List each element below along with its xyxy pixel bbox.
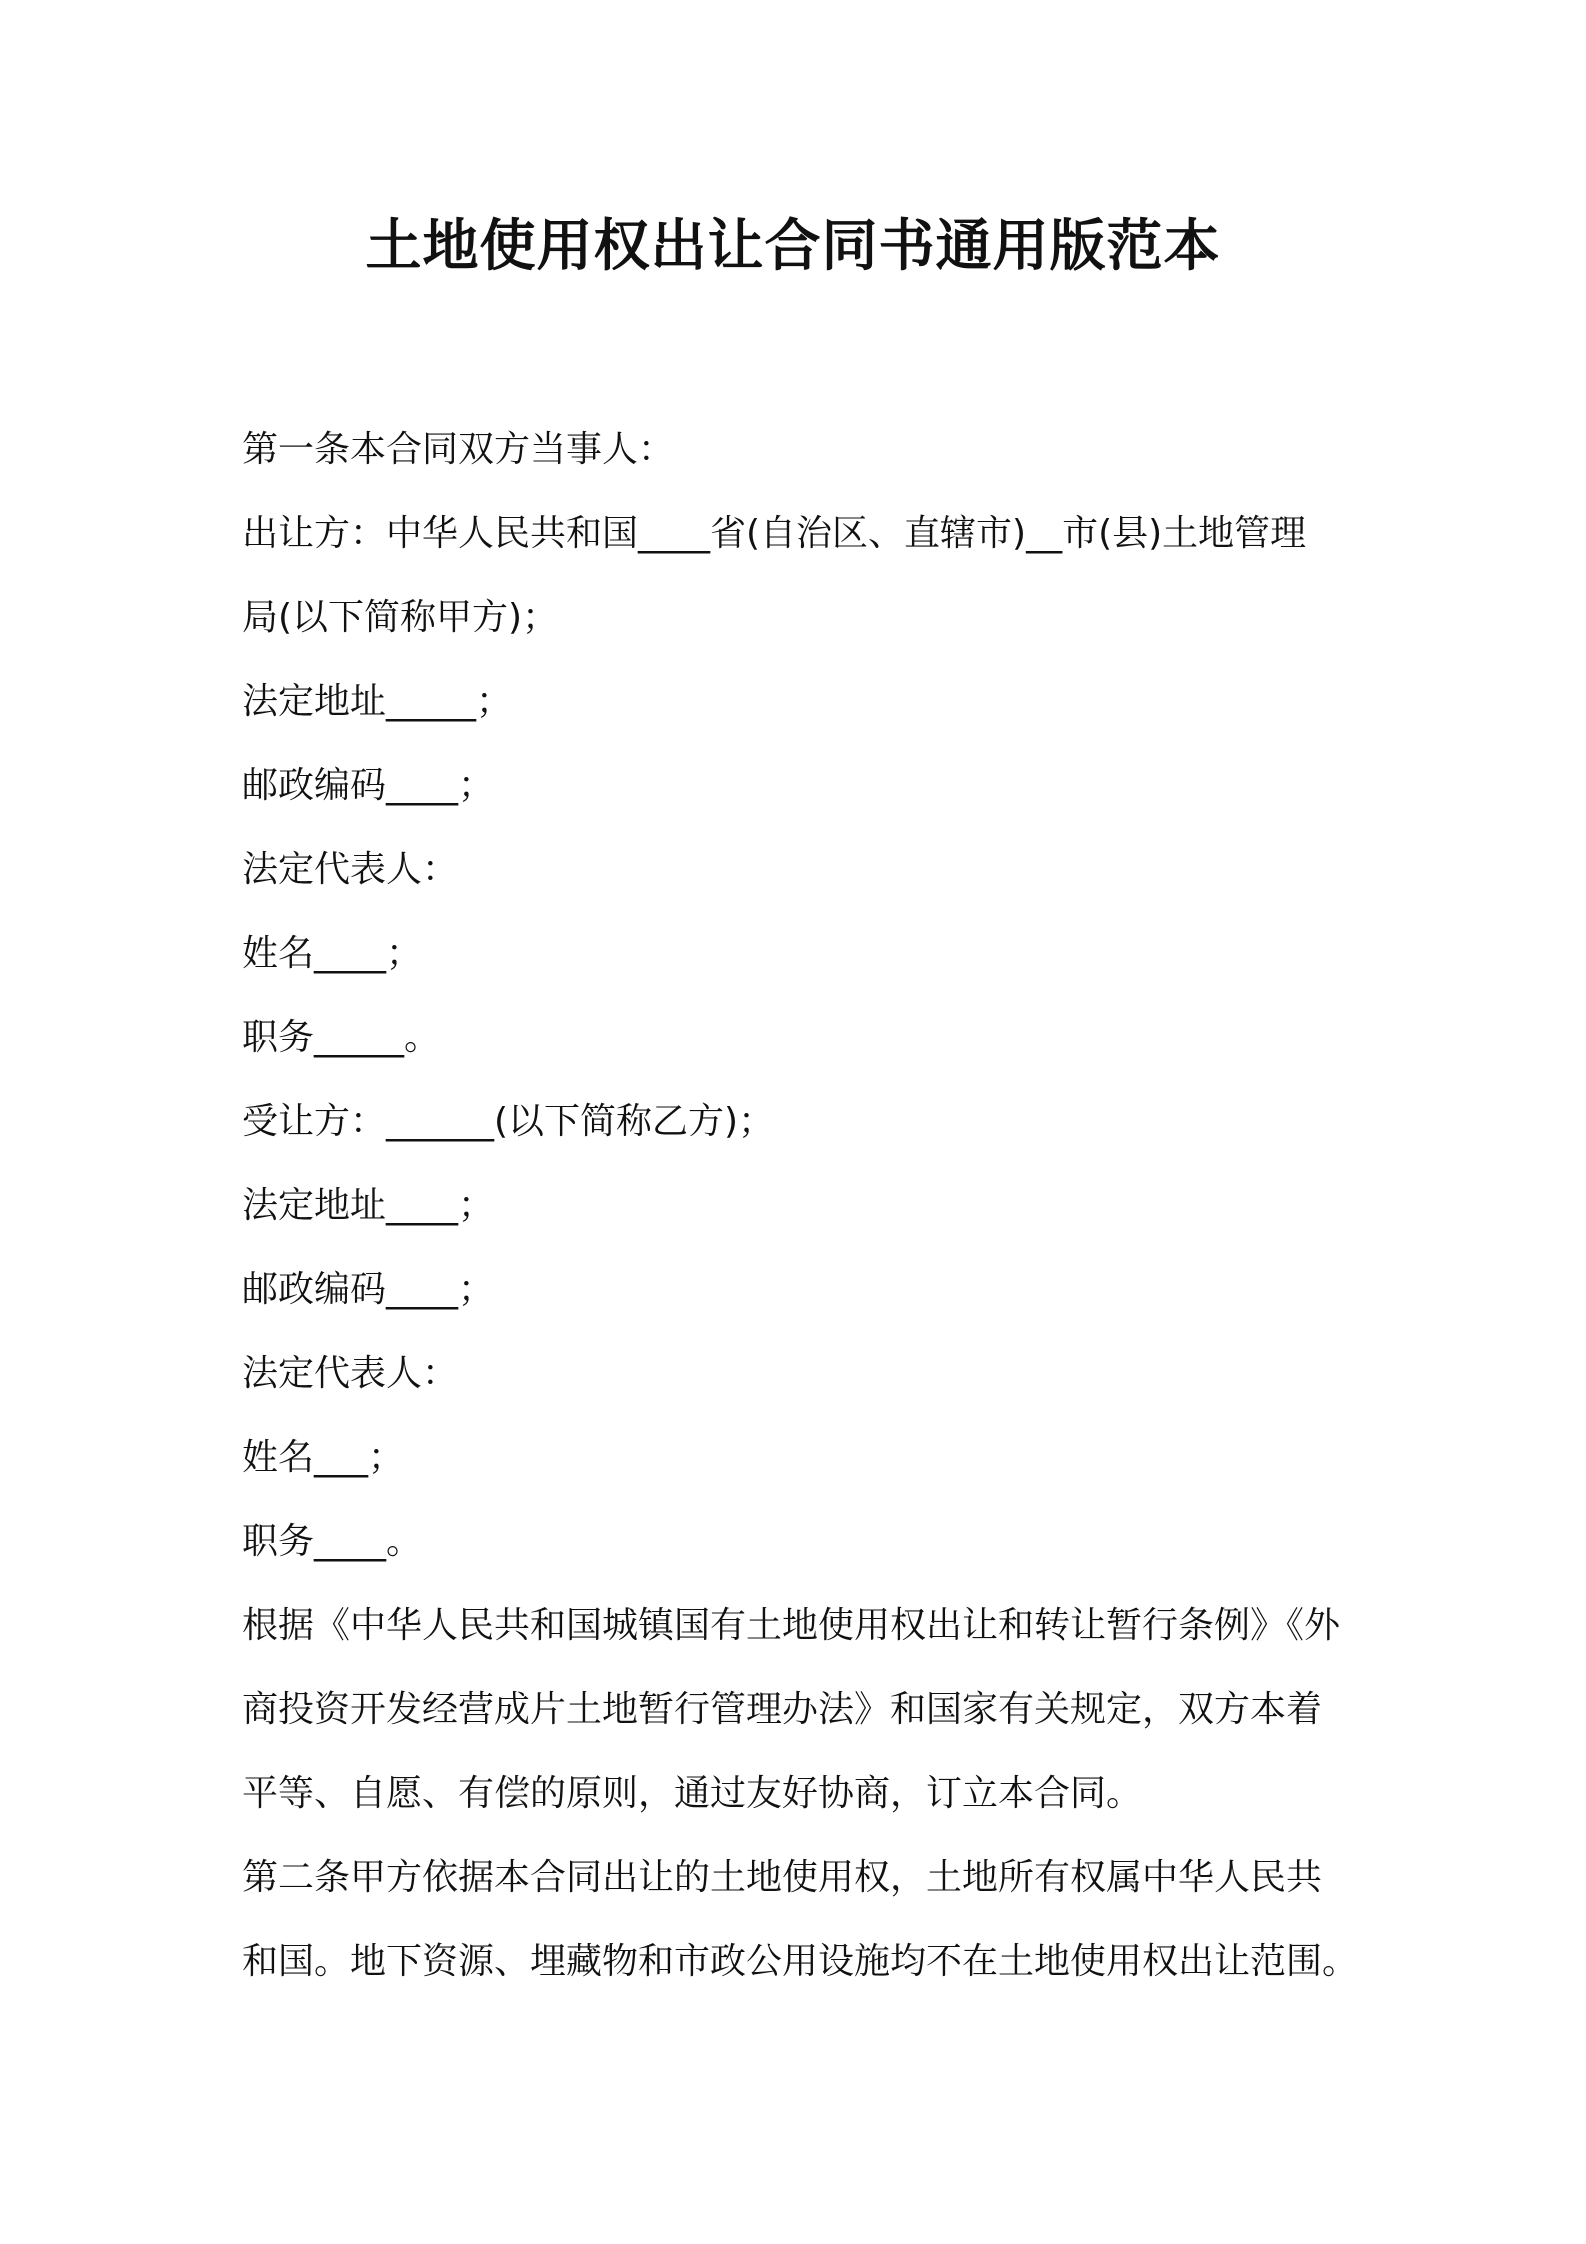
- grantor-postcode: 邮政编码____；: [242, 765, 495, 806]
- grantor-line-cont: 局(以下简称甲方)；: [242, 597, 559, 638]
- grantee-rep-title: 职务____。: [242, 1521, 423, 1562]
- grantee-postcode: 邮政编码____；: [242, 1269, 495, 1310]
- grantee-address: 法定地址____；: [242, 1185, 495, 1226]
- grantee-line: 受让方：______(以下简称乙方)；: [242, 1101, 775, 1142]
- grantor-legal-rep: 法定代表人：: [242, 849, 459, 890]
- grantor-rep-name: 姓名____；: [242, 933, 423, 974]
- grantor-address: 法定地址_____；: [242, 681, 513, 722]
- article-2-line-2: 和国。地下资源、埋藏物和市政公用设施均不在土地使用权出让范围。: [242, 1941, 1359, 1982]
- grantee-rep-name: 姓名___；: [242, 1437, 405, 1478]
- grantor-rep-title: 职务_____。: [242, 1017, 441, 1058]
- article-2-line-1: 第二条甲方依据本合同出让的土地使用权，土地所有权属中华人民共: [242, 1857, 1323, 1898]
- basis-paragraph-line-2: 商投资开发经营成片土地暂行管理办法》和国家有关规定，双方本着: [242, 1689, 1323, 1730]
- grantee-legal-rep: 法定代表人：: [242, 1353, 459, 1394]
- basis-paragraph-line-3: 平等、自愿、有偿的原则，通过友好协商，订立本合同。: [242, 1773, 1143, 1814]
- document-title: 土地使用权出让合同书通用版范本: [365, 214, 1221, 279]
- document-body: [242, 408, 1359, 2004]
- article-1-heading: 第一条本合同双方当事人：: [242, 429, 675, 470]
- basis-paragraph-line-1: 根据《中华人民共和国城镇国有土地使用权出让和转让暂行条例》《外: [242, 1605, 1341, 1646]
- grantor-line: 出让方：中华人民共和国____省(自治区、直辖市)__市(县)土地管理: [242, 513, 1307, 554]
